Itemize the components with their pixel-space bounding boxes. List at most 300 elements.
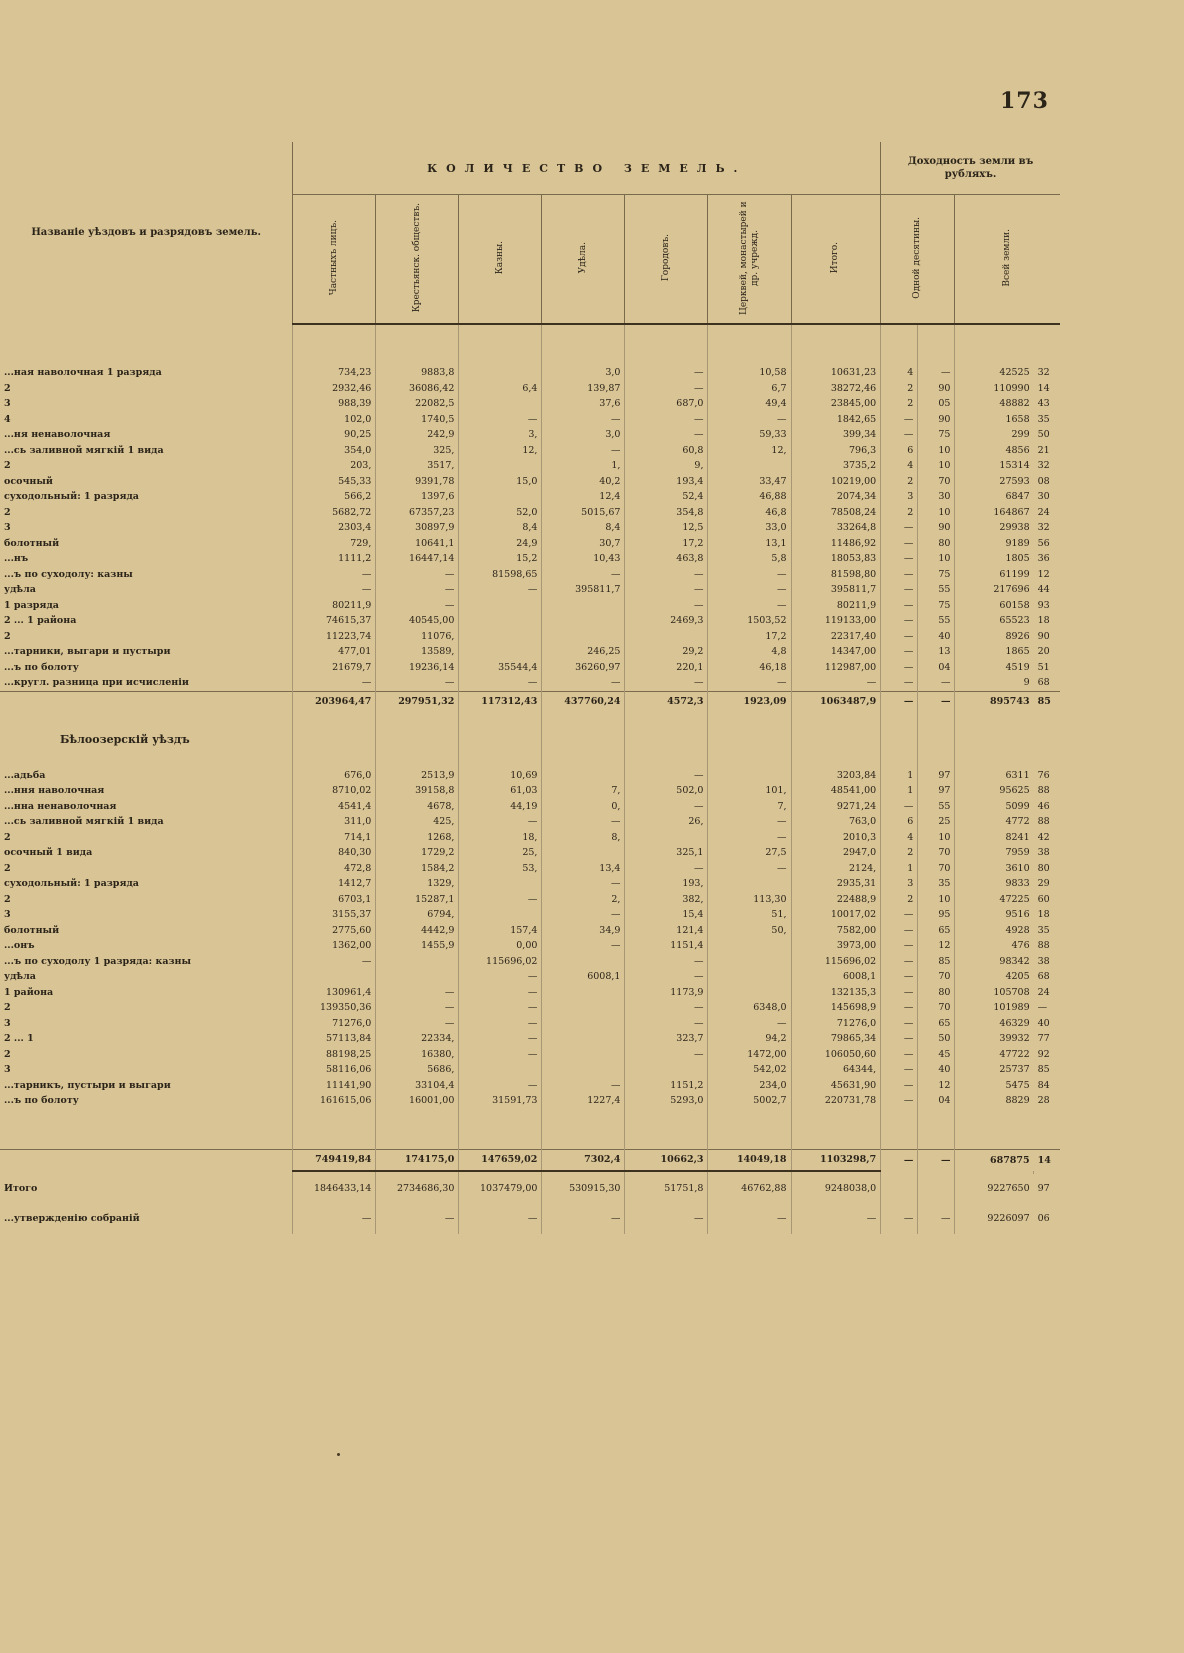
row-value: 4 — [881, 365, 918, 381]
row-value: 10641,1 — [376, 536, 459, 552]
row-value: 115696,02 — [791, 954, 881, 970]
row-value: 102,0 — [293, 412, 376, 428]
land-row — [0, 799, 1060, 815]
row-value: 840,30 — [293, 845, 376, 861]
row-value: 60158 — [955, 598, 1034, 614]
land-row — [0, 969, 1060, 985]
row-label: 1 района — [4, 986, 54, 998]
row-value: 1658 — [955, 412, 1034, 428]
row-value: 17,2 — [708, 629, 791, 645]
row-value: 220,1 — [625, 660, 708, 676]
row-value: 9883,8 — [376, 365, 459, 381]
row-value — [542, 985, 625, 1001]
row-value: — — [625, 799, 708, 815]
spacer-cell — [376, 712, 459, 768]
row-value: 10662,3 — [625, 1149, 708, 1171]
row-value: 145698,9 — [791, 1000, 881, 1016]
quantity-group-header: КОЛИЧЕСТВО ЗЕМЕЛЬ. — [293, 142, 881, 195]
row-value: — — [376, 985, 459, 1001]
confirmed-row — [0, 1204, 1060, 1234]
row-value: 52,0 — [459, 505, 542, 521]
row-value: 30,7 — [542, 536, 625, 552]
row-value: 5686, — [376, 1062, 459, 1078]
row-value: 42 — [1037, 831, 1050, 843]
row-value: — — [542, 814, 625, 830]
row-label: 3 — [4, 909, 11, 921]
row-value: 1037479,00 — [459, 1174, 542, 1204]
row-value: 13589, — [376, 644, 459, 660]
row-value: 395811,7 — [542, 582, 625, 598]
row-value: 65 — [918, 923, 955, 939]
land-row — [0, 474, 1060, 490]
row-value: 28 — [1037, 1095, 1050, 1107]
land-row — [0, 629, 1060, 645]
row-value: — — [293, 1204, 376, 1234]
row-value: 14 — [1034, 1149, 1060, 1171]
row-label: ...ня ненаволочная — [4, 429, 111, 441]
row-value: 6794, — [376, 907, 459, 923]
row-value: 78508,24 — [791, 505, 881, 521]
spacer-cell — [881, 324, 918, 365]
land-row — [0, 660, 1060, 676]
row-value — [542, 629, 625, 645]
row-label: болотный — [4, 924, 60, 936]
row-value: — — [881, 644, 918, 660]
row-value: 6348,0 — [708, 1000, 791, 1016]
row-value — [708, 938, 791, 954]
row-value: 24 — [1037, 986, 1050, 998]
row-value: 7, — [708, 799, 791, 815]
row-value: 2513,9 — [376, 768, 459, 784]
row-value: — — [625, 365, 708, 381]
row-value: 1923,09 — [708, 691, 791, 712]
row-value — [542, 1047, 625, 1063]
row-value: 3155,37 — [293, 907, 376, 923]
paper-speck — [337, 1453, 340, 1456]
row-value: — — [881, 1000, 918, 1016]
row-value: 687,0 — [625, 396, 708, 412]
row-label: ...ъ по болоту — [4, 1095, 79, 1107]
spacer-cell — [708, 1109, 791, 1150]
row-value: 8926 — [955, 629, 1034, 645]
row-label: Итого — [4, 1183, 38, 1194]
land-row — [0, 427, 1060, 443]
row-value: 80 — [918, 536, 955, 552]
row-value: 5475 — [955, 1078, 1034, 1094]
row-value: 49,4 — [708, 396, 791, 412]
land-row — [0, 1031, 1060, 1047]
row-value: — — [881, 520, 918, 536]
row-value: 90 — [918, 381, 955, 397]
land-row — [0, 582, 1060, 598]
row-value: — — [708, 582, 791, 598]
row-value: 6703,1 — [293, 892, 376, 908]
row-value: 12, — [708, 443, 791, 459]
row-label: 1 разряда — [4, 599, 59, 611]
row-value — [542, 1000, 625, 1016]
row-value: 37,6 — [542, 396, 625, 412]
row-value: — — [918, 675, 955, 691]
row-value: 31591,73 — [459, 1093, 542, 1109]
row-value: 43 — [1037, 398, 1050, 410]
row-value: 1151,2 — [625, 1078, 708, 1094]
row-value: — — [708, 1204, 791, 1234]
row-value: 40,2 — [542, 474, 625, 490]
row-value: 5293,0 — [625, 1093, 708, 1109]
row-value: 24 — [1037, 506, 1050, 518]
section-total-row — [0, 691, 1060, 712]
row-value: 542,02 — [708, 1062, 791, 1078]
row-value — [459, 644, 542, 660]
row-value: 9271,24 — [791, 799, 881, 815]
row-value: — — [881, 675, 918, 691]
row-value: 8, — [542, 830, 625, 846]
row-value: 174175,0 — [376, 1149, 459, 1171]
row-value: — — [881, 551, 918, 567]
row-value: 10 — [918, 458, 955, 474]
row-value: 70 — [918, 969, 955, 985]
row-value: 18, — [459, 830, 542, 846]
spacer-cell — [0, 324, 293, 365]
row-value: 9, — [625, 458, 708, 474]
row-value: 1412,7 — [293, 876, 376, 892]
row-value — [542, 598, 625, 614]
row-label: ...тарники, выгари и пустыри — [4, 646, 171, 658]
row-value: 8241 — [955, 830, 1034, 846]
row-value: 6,4 — [459, 381, 542, 397]
row-value: 299 — [955, 427, 1034, 443]
row-value: 2303,4 — [293, 520, 376, 536]
row-value: 60,8 — [625, 443, 708, 459]
row-value: 8,4 — [542, 520, 625, 536]
row-value: 33,0 — [708, 520, 791, 536]
row-value: 39158,8 — [376, 783, 459, 799]
row-value: 95 — [918, 907, 955, 923]
row-value: 2 — [881, 381, 918, 397]
row-value: 16447,14 — [376, 551, 459, 567]
row-value — [459, 458, 542, 474]
row-value: 1805 — [955, 551, 1034, 567]
row-value: 25 — [918, 814, 955, 830]
row-value: — — [918, 1149, 955, 1171]
row-value — [293, 969, 376, 985]
row-value — [708, 985, 791, 1001]
spacer-cell — [955, 1109, 1034, 1150]
spacer-cell — [542, 324, 625, 365]
row-value: 45 — [918, 1047, 955, 1063]
row-value: 46,18 — [708, 660, 791, 676]
row-value: 399,34 — [791, 427, 881, 443]
row-value: 1865 — [955, 644, 1034, 660]
row-value: 75 — [918, 598, 955, 614]
row-value: — — [625, 954, 708, 970]
row-value: 5002,7 — [708, 1093, 791, 1109]
row-value: 10 — [918, 551, 955, 567]
row-value: 3, — [459, 427, 542, 443]
row-value: 88 — [1037, 816, 1050, 828]
row-value: 46329 — [955, 1016, 1034, 1032]
row-value: 1268, — [376, 830, 459, 846]
row-value: 106050,60 — [791, 1047, 881, 1063]
row-value — [625, 830, 708, 846]
row-value: — — [459, 814, 542, 830]
row-value: — — [376, 1204, 459, 1234]
row-label: 3 — [4, 522, 11, 534]
row-value: 36260,97 — [542, 660, 625, 676]
row-value: 85 — [1037, 1064, 1050, 1076]
row-value: 35 — [1037, 413, 1050, 425]
row-value: 97 — [918, 783, 955, 799]
col-peasant: Крестьянск. обществъ. — [411, 202, 422, 313]
row-value: 97 — [1037, 1183, 1050, 1194]
row-value — [459, 489, 542, 505]
row-value: — — [625, 381, 708, 397]
row-value: 1740,5 — [376, 412, 459, 428]
row-value: 46,88 — [708, 489, 791, 505]
row-value: 6311 — [955, 768, 1034, 784]
row-value: — — [625, 768, 708, 784]
row-value: 85 — [918, 954, 955, 970]
row-value: 1455,9 — [376, 938, 459, 954]
row-value: — — [881, 1149, 918, 1171]
row-value: 22082,5 — [376, 396, 459, 412]
row-value: 51 — [1037, 661, 1050, 673]
section-total-row — [0, 1149, 1060, 1171]
row-value — [459, 629, 542, 645]
row-value: 101, — [708, 783, 791, 799]
row-value: 24,9 — [459, 536, 542, 552]
row-value: 3735,2 — [791, 458, 881, 474]
row-value: 5015,67 — [542, 505, 625, 521]
row-value: — — [459, 892, 542, 908]
row-value: 44 — [1037, 584, 1050, 596]
row-value: 10 — [918, 505, 955, 521]
row-label: 2 — [4, 382, 11, 394]
row-value: 36086,42 — [376, 381, 459, 397]
row-value: 8,4 — [459, 520, 542, 536]
row-value — [542, 1016, 625, 1032]
row-value: 90 — [918, 412, 955, 428]
row-value: 425, — [376, 814, 459, 830]
row-value: 6847 — [955, 489, 1034, 505]
spacer-cell — [1034, 324, 1060, 365]
row-value — [708, 954, 791, 970]
row-value: 68 — [1037, 971, 1050, 983]
row-value: 4 — [881, 458, 918, 474]
row-value: 10017,02 — [791, 907, 881, 923]
row-value: 2469,3 — [625, 613, 708, 629]
row-value: 530915,30 — [542, 1174, 625, 1204]
spacer-cell — [542, 712, 625, 768]
row-value: 94,2 — [708, 1031, 791, 1047]
land-row — [0, 1016, 1060, 1032]
row-value — [625, 629, 708, 645]
row-label — [0, 1149, 293, 1171]
row-value: 46 — [1037, 800, 1050, 812]
row-value: — — [542, 876, 625, 892]
row-label: 2 — [4, 831, 11, 843]
row-value: 476 — [955, 938, 1034, 954]
row-value: 51, — [708, 907, 791, 923]
row-value: 1729,2 — [376, 845, 459, 861]
land-row — [0, 644, 1060, 660]
row-value: 80211,9 — [791, 598, 881, 614]
row-label: 2 — [4, 630, 11, 642]
row-value: 9189 — [955, 536, 1034, 552]
land-row — [0, 783, 1060, 799]
row-value: 6008,1 — [791, 969, 881, 985]
row-value: 4678, — [376, 799, 459, 815]
land-row — [0, 938, 1060, 954]
row-value: — — [708, 1016, 791, 1032]
row-value: 3,0 — [542, 427, 625, 443]
row-value: — — [881, 1047, 918, 1063]
row-value: 18053,83 — [791, 551, 881, 567]
spacer-cell — [881, 712, 918, 768]
row-value: 71276,0 — [293, 1016, 376, 1032]
row-value: 74615,37 — [293, 613, 376, 629]
row-value: — — [459, 1204, 542, 1234]
row-value: 2775,60 — [293, 923, 376, 939]
row-value: 6 — [881, 443, 918, 459]
land-row — [0, 1047, 1060, 1063]
row-value: 55 — [918, 799, 955, 815]
row-label: ...ння наволочная — [4, 785, 105, 797]
row-value: — — [881, 923, 918, 939]
row-value: 48882 — [955, 396, 1034, 412]
row-value: 9833 — [955, 876, 1034, 892]
row-value: — — [625, 861, 708, 877]
row-value: 130961,4 — [293, 985, 376, 1001]
row-value: 12,4 — [542, 489, 625, 505]
land-row — [0, 412, 1060, 428]
row-value: 88 — [1037, 785, 1050, 797]
row-value: 734,23 — [293, 365, 376, 381]
row-label: 3 — [4, 1064, 11, 1076]
col-appanage: Удѣла. — [577, 241, 588, 274]
land-row — [0, 814, 1060, 830]
row-label: 3 — [4, 398, 11, 410]
row-value: 545,33 — [293, 474, 376, 490]
row-value: 1, — [542, 458, 625, 474]
row-value: — — [376, 1016, 459, 1032]
row-value: 714,1 — [293, 830, 376, 846]
row-label: ...ная наволочная 1 разряда — [4, 367, 162, 379]
row-value: — — [708, 675, 791, 691]
row-value: 6008,1 — [542, 969, 625, 985]
row-value: 4541,4 — [293, 799, 376, 815]
row-value: 51751,8 — [625, 1174, 708, 1204]
section-title: Бѣлоозерскій уѣздъ — [60, 733, 190, 746]
row-value: — — [625, 582, 708, 598]
row-label: суходольный: 1 разряда — [4, 491, 139, 503]
row-value: — — [376, 1000, 459, 1016]
spacer-cell — [791, 1109, 881, 1150]
row-value: 1846433,14 — [293, 1174, 376, 1204]
row-value: 2932,46 — [293, 381, 376, 397]
spacer-cell — [1034, 1109, 1060, 1150]
section-title-row — [0, 712, 1060, 768]
row-value: 44,19 — [459, 799, 542, 815]
row-value: 56 — [1037, 537, 1050, 549]
row-value: 95625 — [955, 783, 1034, 799]
row-value: 0, — [542, 799, 625, 815]
row-value: — — [542, 567, 625, 583]
row-value: 7, — [542, 783, 625, 799]
row-value: 25737 — [955, 1062, 1034, 1078]
row-value: 27593 — [955, 474, 1034, 490]
row-value — [625, 1062, 708, 1078]
row-value: 15,2 — [459, 551, 542, 567]
row-value: 04 — [918, 1093, 955, 1109]
land-row — [0, 985, 1060, 1001]
row-value: 10,69 — [459, 768, 542, 784]
land-row — [0, 845, 1060, 861]
row-value: 132135,3 — [791, 985, 881, 1001]
row-value: 437760,24 — [542, 691, 625, 712]
row-value: 687875 — [955, 1149, 1034, 1171]
row-value: 354,8 — [625, 505, 708, 521]
land-row — [0, 1078, 1060, 1094]
row-value — [459, 598, 542, 614]
row-value: 70 — [918, 845, 955, 861]
row-value: 203964,47 — [293, 691, 376, 712]
row-value — [542, 613, 625, 629]
row-value: 45631,90 — [791, 1078, 881, 1094]
row-value: 2124, — [791, 861, 881, 877]
row-value: 9 — [955, 675, 1034, 691]
row-value: 10,43 — [542, 551, 625, 567]
row-label: 2 — [4, 506, 11, 518]
row-value: 84 — [1037, 1079, 1050, 1091]
spacer-cell — [625, 324, 708, 365]
spacer-cell — [955, 324, 1034, 365]
row-value: — — [881, 938, 918, 954]
row-value: 193,4 — [625, 474, 708, 490]
row-value: — — [708, 814, 791, 830]
row-value: — — [293, 582, 376, 598]
row-value: 10 — [918, 830, 955, 846]
spacer-cell — [881, 1109, 918, 1150]
row-value: 110990 — [955, 381, 1034, 397]
row-label: ...адьба — [4, 769, 46, 781]
row-value: — — [625, 1047, 708, 1063]
land-row — [0, 489, 1060, 505]
spacer-cell — [791, 712, 881, 768]
row-value: 20 — [1037, 646, 1050, 658]
row-value — [459, 907, 542, 923]
row-value: 33264,8 — [791, 520, 881, 536]
row-value: — — [881, 799, 918, 815]
row-value: 220731,78 — [791, 1093, 881, 1109]
row-value: 113,30 — [708, 892, 791, 908]
spacer-cell — [918, 1109, 955, 1150]
row-value: 12 — [918, 938, 955, 954]
row-value: 60 — [1037, 893, 1050, 905]
row-value: — — [881, 1204, 918, 1234]
row-value: 18 — [1037, 909, 1050, 921]
row-value: 67357,23 — [376, 505, 459, 521]
land-row — [0, 923, 1060, 939]
row-value: — — [293, 675, 376, 691]
row-value: 395811,7 — [791, 582, 881, 598]
row-value: 11223,74 — [293, 629, 376, 645]
row-value: 2010,3 — [791, 830, 881, 846]
row-value: 147659,02 — [459, 1149, 542, 1171]
land-row — [0, 876, 1060, 892]
spacer-cell — [1034, 712, 1060, 768]
row-value — [459, 613, 542, 629]
